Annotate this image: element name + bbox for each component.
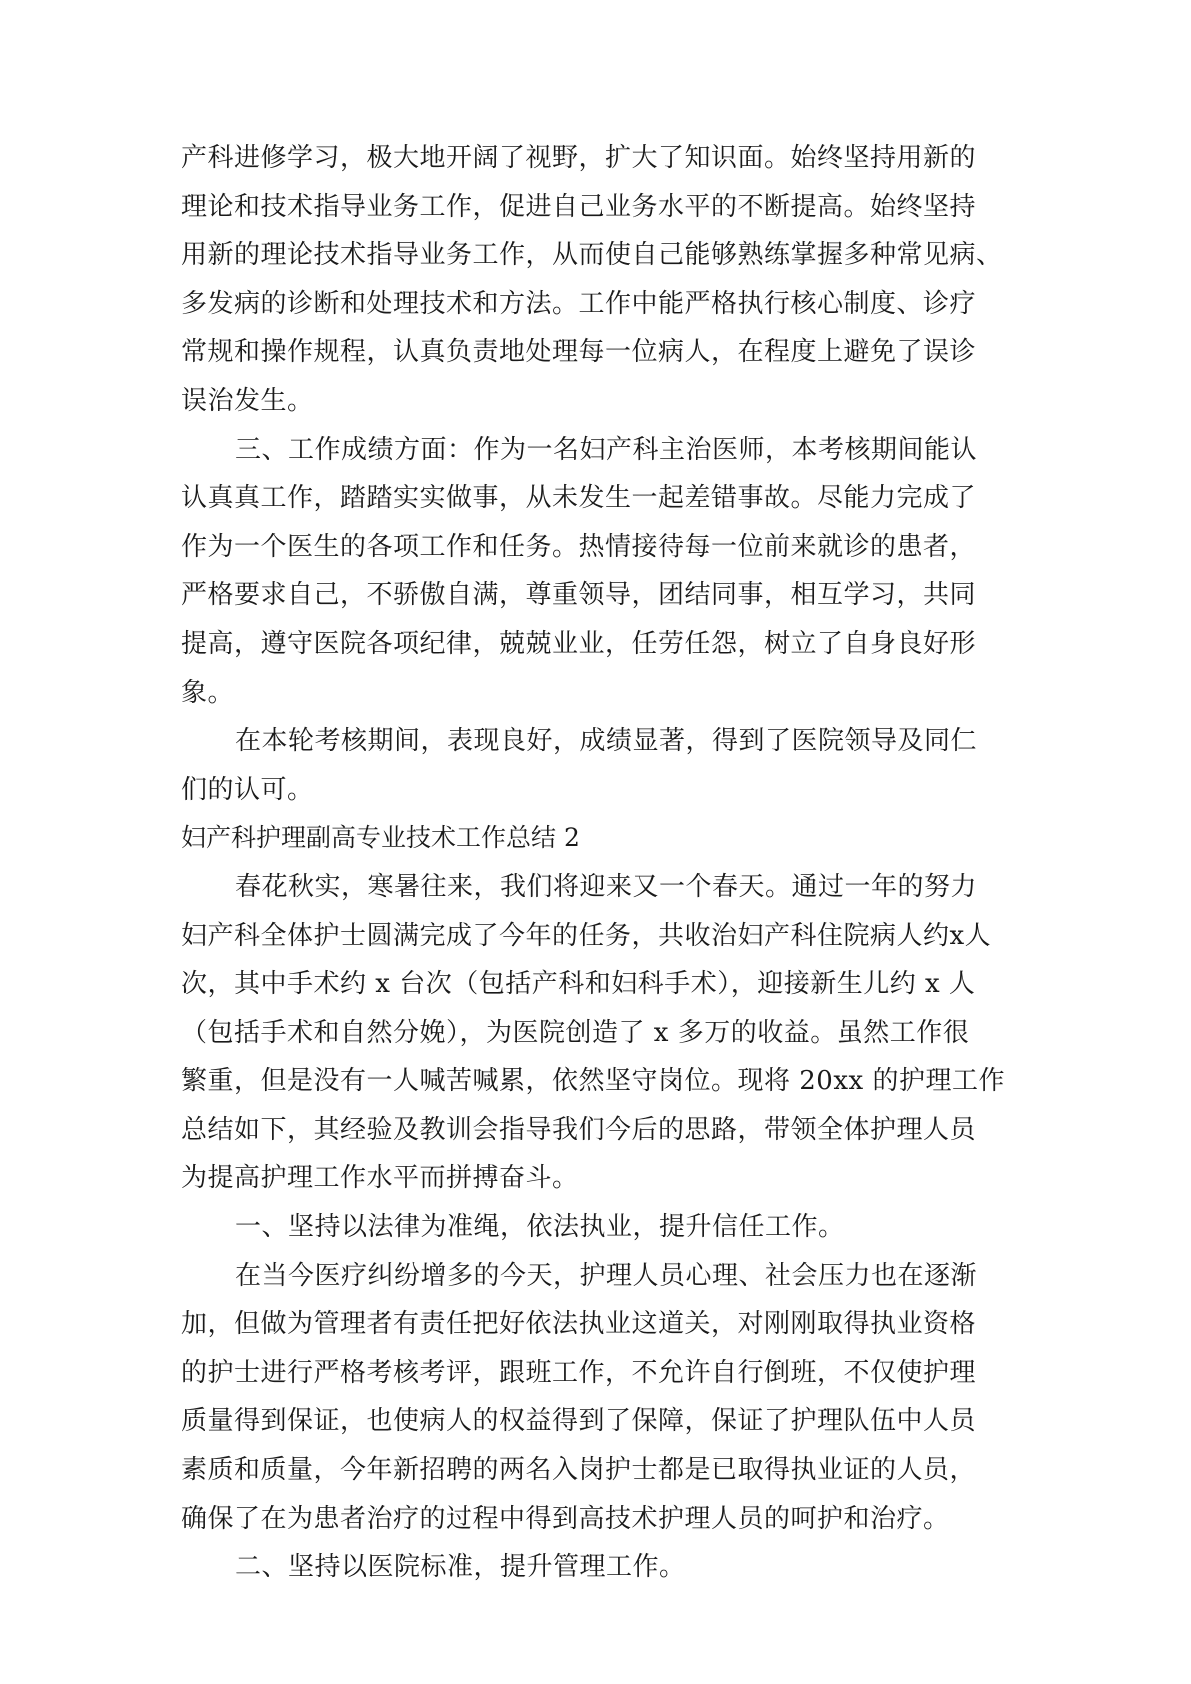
text-line: 素质和质量，今年新招聘的两名入岗护士都是已取得执业证的人员， (181, 1455, 977, 1486)
text-line: 三、工作成绩方面：作为一名妇产科主治医师，本考核期间能认 (235, 434, 978, 465)
text-line: 次，其中手术约 x 台次（包括产科和妇科手术），迎接新生儿约 x 人 (181, 969, 976, 1000)
text-line: 质量得到保证，也使病人的权益得到了保障，保证了护理队伍中人员 (181, 1406, 977, 1437)
text-line: 提高，遵守医院各项纪律，兢兢业业，任劳任怨，树立了自身良好形 (181, 628, 977, 659)
text-line: 在本轮考核期间，表现良好，成绩显著，得到了医院领导及同仁 (235, 726, 978, 757)
text-line: 产科进修学习，极大地开阔了视野，扩大了知识面。始终坚持用新的 (181, 143, 977, 173)
text-line: 繁重，但是没有一人喊苦喊累，依然坚守岗位。现将 20xx 的护理工作 (181, 1066, 1005, 1097)
text-line: 用新的理论技术指导业务工作，从而使自己能够熟练掌握多种常见病、 (181, 240, 1003, 271)
text-line: 为提高护理工作水平而拼搏奋斗。 (181, 1163, 579, 1194)
text-line: 二、坚持以医院标准，提升管理工作。 (235, 1552, 686, 1583)
document-page (181, 134, 1011, 1592)
text-line: 确保了在为患者治疗的过程中得到高技术护理人员的呵护和治疗。 (181, 1503, 950, 1534)
text-line: 多发病的诊断和处理技术和方法。工作中能严格执行核心制度、诊疗 (181, 288, 977, 319)
section-heading: 妇产科护理副高专业技术工作总结 2 (181, 823, 580, 853)
text-line: 象。 (181, 677, 235, 708)
text-line: 理论和技术指导业务工作，促进自己业务水平的不断提高。始终坚持 (181, 191, 977, 222)
text-line: 加，但做为管理者有责任把好依法执业这道关，对刚刚取得执业资格 (181, 1309, 977, 1340)
text-line: 作为一个医生的各项工作和任务。热情接待每一位前来就诊的患者， (181, 531, 977, 562)
text-line: 常规和操作规程，认真负责地处理每一位病人，在程度上避免了误诊 (181, 337, 977, 368)
text-line: 严格要求自己，不骄傲自满，尊重领导，团结同事，相互学习，共同 (181, 580, 977, 611)
text-line: 一、坚持以法律为准绳，依法执业，提升信任工作。 (235, 1212, 845, 1243)
text-line: 的护士进行严格考核考评，跟班工作，不允许自行倒班，不仅使护理 (181, 1357, 977, 1388)
text-line: 总结如下，其经验及教训会指导我们今后的思路，带领全体护理人员 (181, 1114, 977, 1145)
text-line: （包括手术和自然分娩），为医院创造了 x 多万的收益。虽然工作很 (181, 1017, 970, 1048)
text-line: 春花秋实，寒暑往来，我们将迎来又一个春天。通过一年的努力 (235, 871, 978, 902)
text-line: 们的认可。 (181, 774, 314, 805)
text-line: 认真真工作，踏踏实实做事，从未发生一起差错事故。尽能力完成了 (181, 483, 977, 514)
text-line: 误治发生。 (181, 385, 314, 416)
text-line: 妇产科全体护士圆满完成了今年的任务，共收治妇产科住院病人约x人 (181, 920, 992, 951)
text-line: 在当今医疗纠纷增多的今天，护理人员心理、社会压力也在逐渐 (235, 1260, 978, 1291)
